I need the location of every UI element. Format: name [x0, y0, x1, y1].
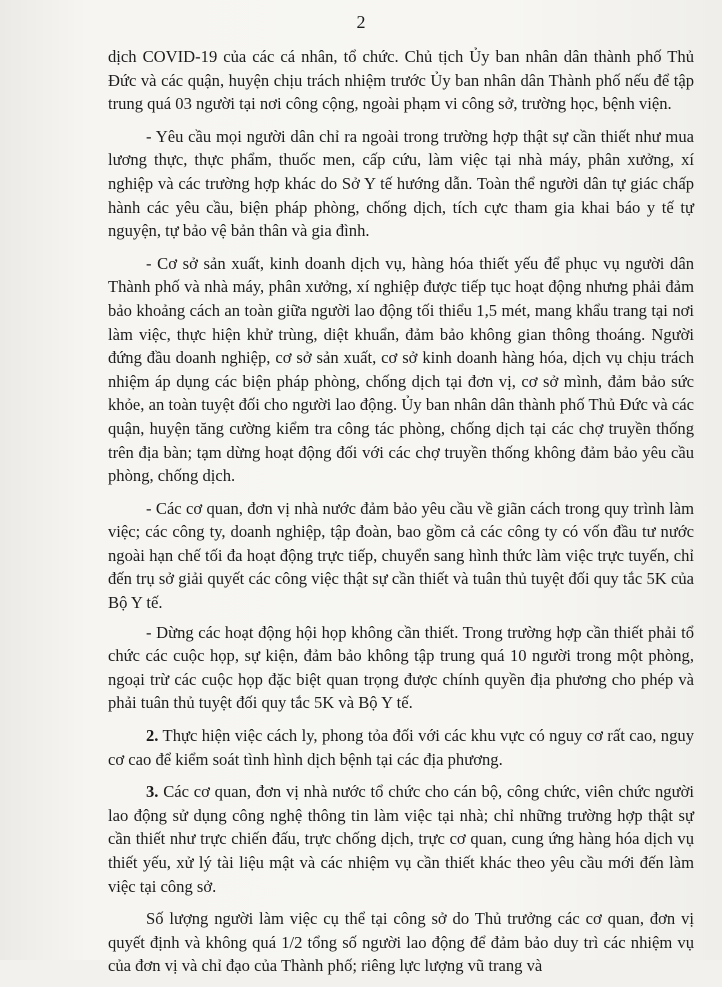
paragraph-agencies-distancing — [108, 497, 694, 615]
paragraph-meetings — [108, 621, 694, 715]
document-body — [108, 45, 694, 987]
item-number: 3. — [146, 782, 159, 802]
paragraph-text: - Cơ sở sản xuất, kinh doanh dịch vụ, hàng hóa thiết yếu để phục vụ người dân Thành phố và nhà máy, phân xưởng, xí nghiệp được tiếp tục hoạt động nhưng phải đảm bảo khoảng cách an toàn giữa người lao động tối thiểu 1,5 mét, mang khẩu trang tại nơi làm việc, thực hiện khử trùng, diệt khuẩn, đảm bảo không gian thông thoáng. Người đứng đầu doanh nghiệp, cơ sở sản xuất, cơ sở kinh doanh hàng hóa, dịch vụ chịu trách nhiệm áp dụng các biện pháp phòng, chống dịch tại đơn vị, cơ sở mình, đảm bảo sức khỏe, an toàn tuyệt đối cho người lao động. Ủy ban nhân dân thành phố Thủ Đức và các quận, huyện tăng cường kiểm tra công tác phòng, chống dịch tại các chợ truyền thống trên địa bàn; tạm dừng hoạt động đối với các chợ truyền thống không đảm bảo yêu cầu phòng, chống dịch. — [108, 253, 694, 486]
paragraph-text: Thực hiện việc cách ly, phong tỏa đối với các khu vực có nguy cơ rất cao, nguy cơ cao để kiểm soát tình hình dịch bệnh tại các địa phương. — [108, 726, 694, 769]
paragraph-residents-requirement — [108, 125, 694, 243]
paragraph-staffing-limit — [108, 907, 694, 978]
paragraph-text: - Yêu cầu mọi người dân chỉ ra ngoài trong trường hợp thật sự cần thiết như mua lương thực, thực phẩm, thuốc men, cấp cứu, làm việc tại nhà máy, phân xưởng, xí nghiệp và các trường hợp khác do Sở Y tế hướng dẫn. Toàn thể người dân tự giác chấp hành các yêu cầu, biện pháp phòng, chống dịch, tích cực tham gia khai báo y tế tự nguyện, tự bảo vệ bản thân và gia đình. — [108, 126, 694, 241]
paragraph-item-3-work-from-home — [108, 780, 694, 898]
paragraph-text: dịch COVID-19 của các cá nhân, tổ chức. Chủ tịch Ủy ban nhân dân thành phố Thủ Đức và các quận, huyện chịu trách nhiệm trước Ủy ban nhân dân Thành phố nếu để tập trung quá 03 người tại nơi công cộng, ngoài phạm vi công sở, trường học, bệnh viện. — [108, 47, 694, 114]
paragraph-text: - Các cơ quan, đơn vị nhà nước đảm bảo yêu cầu về giãn cách trong quy trình làm việc; các công ty, doanh nghiệp, tập đoàn, bao gồm cả các công ty có vốn đầu tư nước ngoài hạn chế tối đa hoạt động trực tiếp, chuyển sang hình thức làm việc trực tuyến, chỉ đến trụ sở giải quyết các công việc thật sự cần thiết và tuân thủ tuyệt đối quy tắc 5K của Bộ Y tế. — [108, 498, 694, 613]
paragraph-text: Số lượng người làm việc cụ thể tại công sở do Thủ trưởng các cơ quan, đơn vị quyết định và không quá 1/2 tổng số người lao động để đảm bảo duy trì các nhiệm vụ của đơn vị và chỉ đạo của Thành phố; riêng lực lượng vũ trang và — [108, 909, 694, 976]
paragraph-item-2-isolation — [108, 724, 694, 771]
paragraph-text: - Dừng các hoạt động hội họp không cần thiết. Trong trường hợp cần thiết phải tổ chức các cuộc họp, sự kiện, đảm bảo không tập trung quá 10 người trong một phòng, ngoại trừ các cuộc họp đặc biệt quan trọng được chính quyền địa phương cho phép và phải tuân thủ tuyệt đối quy tắc 5K và Bộ Y tế. — [108, 622, 694, 713]
item-number: 2. — [146, 726, 159, 746]
page-number: 2 — [356, 12, 366, 32]
paragraph-continuation — [108, 45, 694, 116]
paragraph-production-business — [108, 252, 694, 488]
paragraph-text: Các cơ quan, đơn vị nhà nước tổ chức cho cán bộ, công chức, viên chức người lao động sử dụng công nghệ thông tin làm việc tại nhà; chỉ những trường hợp thật sự cần thiết như trực chiến đấu, trực chống dịch, trực cơ quan, cung ứng hàng hóa dịch vụ thiết yếu, xử lý tài liệu mật và các nhiệm vụ cần thiết khác theo yêu cầu mới đến làm việc tại công sở. — [108, 782, 694, 896]
